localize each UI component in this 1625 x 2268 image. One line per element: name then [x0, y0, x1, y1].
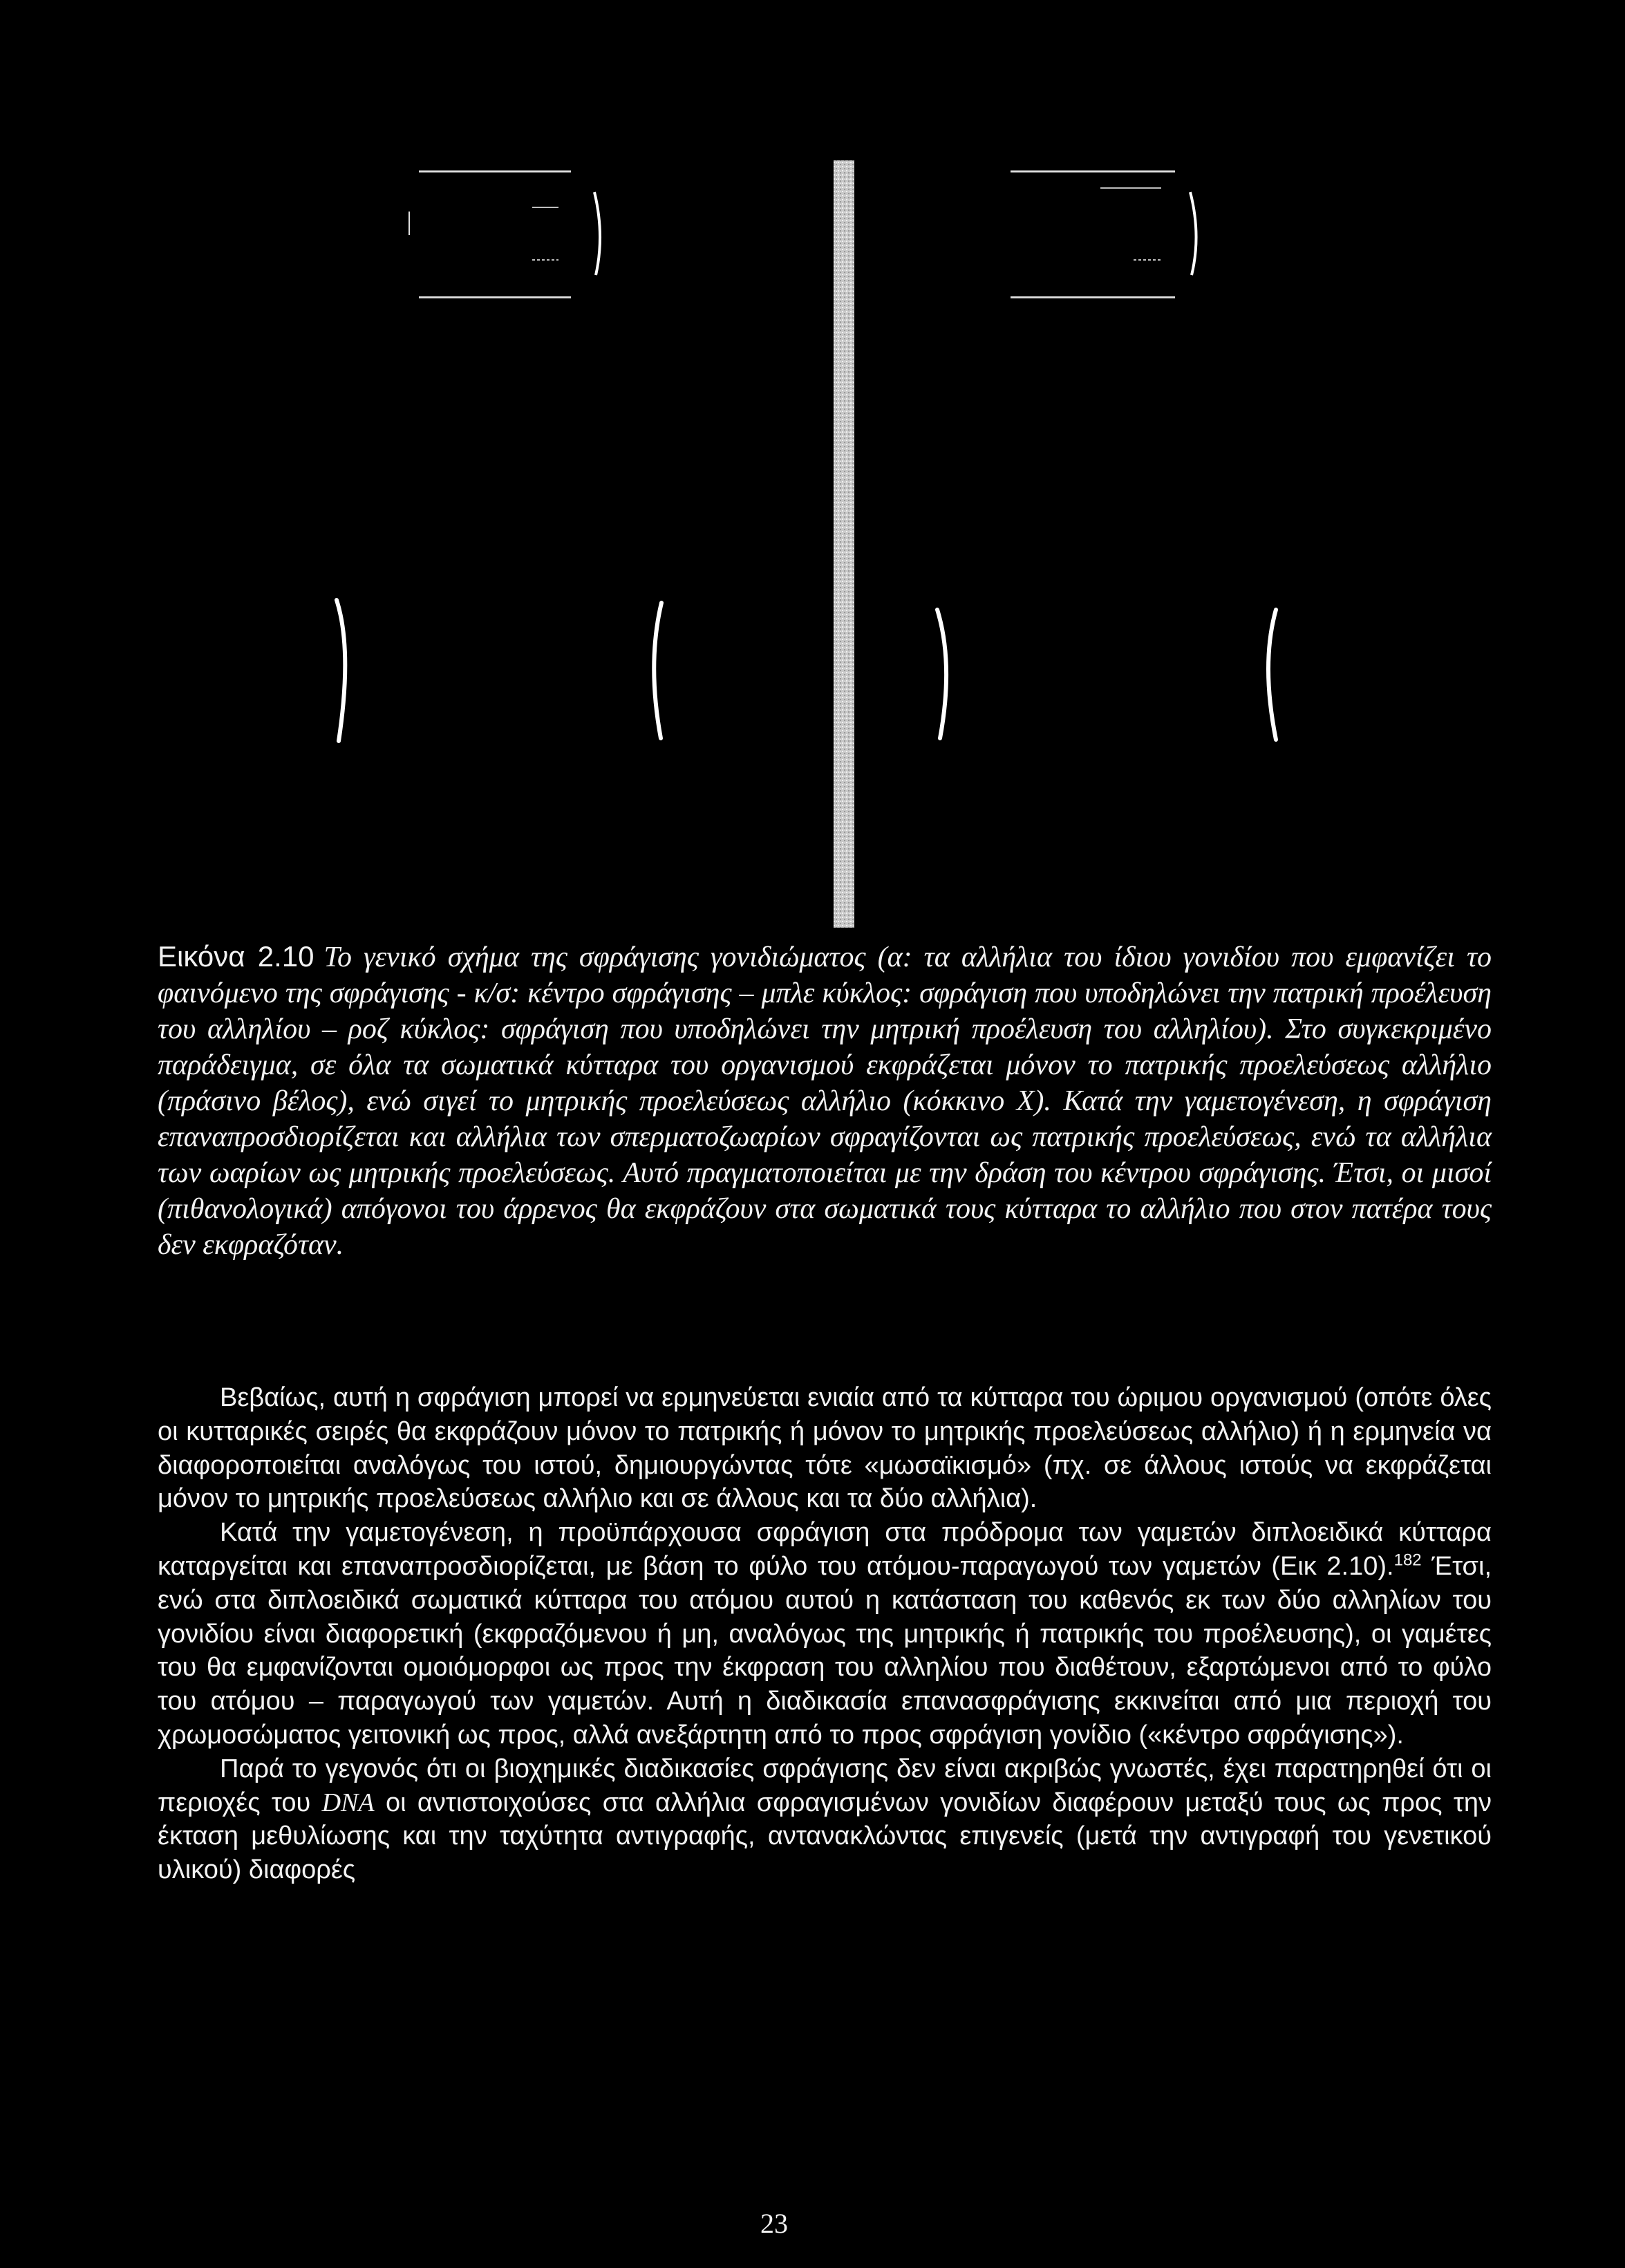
- paragraph-2-part-b: Έτσι, ενώ στα διπλοειδικά σωματικά κύτταρα του ατόμου αυτού η κατάσταση του καθενός εκ των δύο αλληλίων του γονιδίου είναι διαφορετική (εκφραζόμενου ή μη, αναλόγως της μητρικής ή πατρικής του προέλευσης), οι γαμέτες του θα εμφανίζονται ομοιόμορφοι ως προς την έκφραση του αλληλίου που διαθέτουν, εξαρτώμενοι από το φύλο του ατόμου – παραγωγού των γαμετών. Αυτή η διαδικασία επανασφράγισης εκκινείται από μια περιοχή του χρωμοσώματος γειτονική ως προς, αλλά ανεξάρτητη από το προς σφράγιση γονίδιο («κέντρο σφράγισης»).: [158, 1551, 1492, 1750]
- paragraph-3: [158, 1752, 1492, 1887]
- lower-chromosome-outlines: [337, 600, 1276, 741]
- caption-label: Εικόνα 2.10: [158, 940, 314, 973]
- paragraph-3-part-a: Παρά το γεγονός ότι οι βιοχημικές διαδικασίες σφράγισης δεν είναι ακριβώς γνωστές, έχει παρατηρηθεί ότι οι περιοχές του: [158, 1754, 1492, 1817]
- imprinting-diagram: [0, 0, 1625, 940]
- center-divider: [834, 160, 854, 928]
- body-text: [158, 1381, 1492, 1887]
- figure-2-10: [0, 0, 1625, 940]
- footnote-ref-182: 182: [1393, 1550, 1422, 1570]
- paragraph-1: Βεβαίως, αυτή η σφράγιση μπορεί να ερμηνεύεται ενιαία από τα κύτταρα του ώριμου οργανισμού (οπότε όλες οι κυτταρικές σειρές θα εκφράζουν μόνον το πατρικής ή μόνον το μητρικής προελεύσεως αλλήλιο) ή η ερμηνεία να διαφοροποιείται αναλόγως του ιστού, δημιουργώντας τότε «μωσαϊκισμό» (πχ. σε άλλους ιστούς να εκφράζεται μόνον το μητρικής προελεύσεως αλλήλιο και σε άλλους και τα δύο αλλήλια).: [158, 1383, 1492, 1514]
- figure-caption: [158, 939, 1492, 1263]
- paragraph-3-part-b: οι αντιστοιχούσες στα αλλήλια σφραγισμένων γονιδίων διαφέρουν μεταξύ τους ως προς την έκταση μεθυλίωσης και την ταχύτητα αντιγραφής, αντανακλώντας επιγενείς (μετά την αντιγραφή του γενετικού υλικού) διαφορές: [158, 1788, 1492, 1885]
- top-right-chromosome-box: [1011, 171, 1196, 297]
- paragraph-2: [158, 1516, 1492, 1752]
- top-left-chromosome-box: [409, 171, 600, 297]
- caption-text: Το γενικό σχήμα της σφράγισης γονιδιώματος (α: τα αλλήλια του ίδιου γονιδίου που εμφανίζει το φαινόμενο της σφράγισης - κ/σ: κέντρο σφράγισης – μπλε κύκλος: σφράγιση που υποδηλώνει την πατρική προέλευση του αλληλίου – ροζ κύκλος: σφράγιση που υποδηλώνει την μητρική προέλευση του αλληλίου). Στο συγκεκριμένο παράδειγμα, σε όλα τα σωματικά κύτταρα του οργανισμού εκφράζεται μόνον το πατρικής προελεύσεως αλλήλιο (πράσινο βέλος), ενώ σιγεί το μητρικής προελεύσεως αλλήλιο (κόκκινο Χ). Κατά την γαμετογένεση, η σφράγιση επαναπροσδιορίζεται και αλλήλια των σπερματοζωαρίων σφραγίζονται ως πατρικής προελεύσεως, ενώ τα αλλήλια των ωαρίων ως μητρικής προελεύσεως. Αυτό πραγματοποιείται με την δράση του κέντρου σφράγισης. Έτσι, οι μισοί (πιθανολογικά) απόγονοι του άρρενος θα εκφράζουν στα σωματικά τους κύτταρα το αλλήλιο που στον πατέρα τους δεν εκφραζόταν.: [158, 941, 1492, 1261]
- page-number: 23: [760, 2208, 788, 2239]
- dna-term: DNA: [321, 1788, 375, 1817]
- paragraph-2-part-a: Κατά την γαμετογένεση, η προϋπάρχουσα σφράγιση στα πρόδρομα των γαμετών διπλοειδικά κύτταρα καταργείται και επαναπροσδιορίζεται, με βάση το φύλο του ατόμου-παραγωγού των γαμετών (Εικ 2.10).: [158, 1518, 1492, 1581]
